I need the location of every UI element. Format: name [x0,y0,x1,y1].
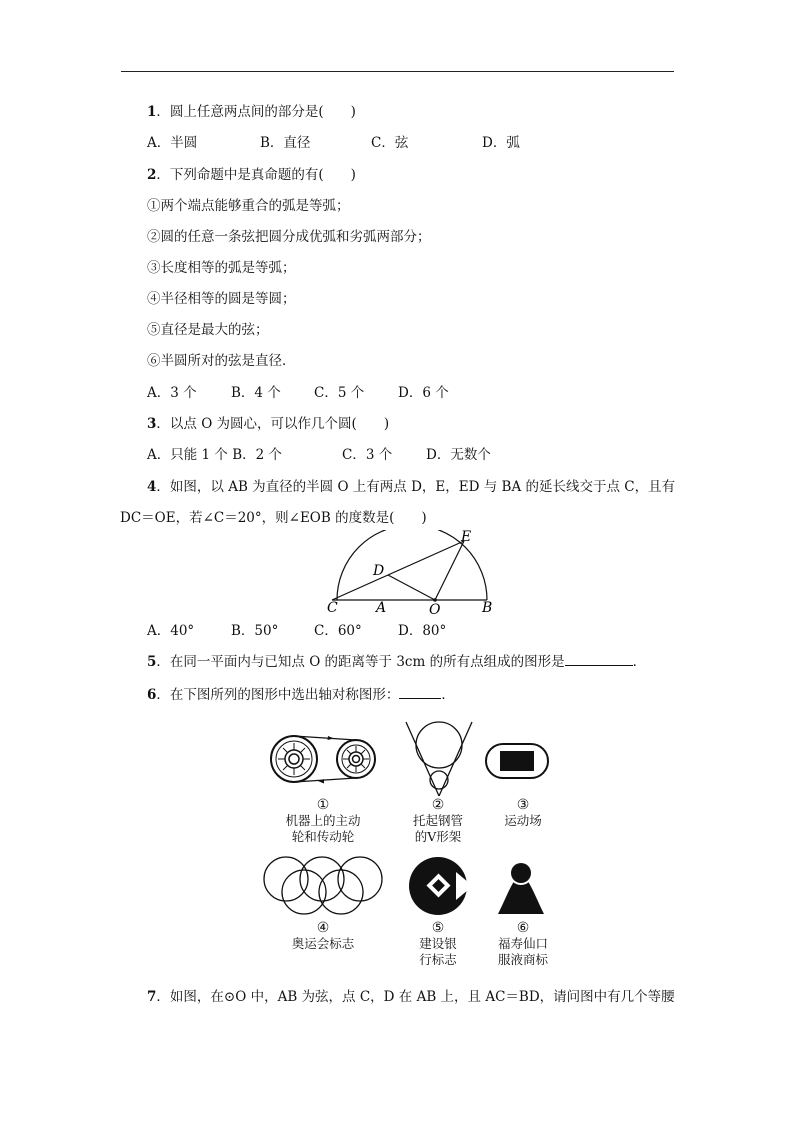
q2-statement-1: ①两个端点能够重合的弧是等弧； [147,198,350,214]
label-b: B [482,600,493,616]
q4-option-b: B．50° [231,623,279,639]
q2-statement-5: ⑤直径是最大的弦； [147,322,269,338]
q7-stem: 7．如图，在⊙O 中，AB 为弦，点 C，D 在 AB 上，且 AC＝BD，请问图中有几个等腰 [147,989,675,1005]
q4-option-d: D．80° [398,623,447,639]
q2-option-c: C．5 个 [314,385,365,401]
q2-option-a: A．3 个 [147,385,197,401]
label-o: O [429,602,441,618]
figure-3-stadium [484,742,550,780]
figure-3-caption: ③ 运动场 [504,797,542,828]
q4-option-a: A．40° [147,623,195,639]
figure-4-caption: ④ 奥运会标志 [291,920,355,951]
q2-statement-2: ②圆的任意一条弦把圆分成优弧和劣弧两部分； [147,229,431,245]
figure-5-bank-logo [408,856,468,916]
q6-stem: 6．在下图所列的图形中选出轴对称图形： ． [147,687,455,703]
figure-1-caption: ① 机器上的主动 轮和传动轮 [285,797,361,844]
q5-stem: 5．在同一平面内与已知点 O 的距离等于 3cm 的所有点组成的图形是 ． [147,654,647,670]
header-rule [121,71,674,72]
line-od [388,575,435,600]
line-ce [332,541,464,600]
figure-2-v-support [402,720,476,800]
figure-2-caption: ② 托起钢管 的V形架 [412,797,463,844]
q2-option-d: D．6 个 [398,385,449,401]
label-c: C [327,600,338,616]
q3-option-c: C．3 个 [342,447,393,463]
q3-option-ab: A．只能 1 个 B．2 个 [147,447,283,463]
q1-stem: 1．圆上任意两点间的部分是( ) [147,104,356,120]
q3-stem: 3．以点 O 为圆心，可以作几个圆( ) [147,416,390,432]
q2-statement-3: ③长度相等的弧是等弧； [147,260,296,276]
q2-statement-4: ④半径相等的圆是等圆； [147,291,296,307]
q2-option-b: B．4 个 [231,385,281,401]
label-a: A [376,600,387,616]
q1-option-c: C．弦 [371,135,409,151]
figure-6-caption: ⑥ 福寿仙口 服液商标 [497,920,548,967]
q4-stem-line2: DC＝OE，若∠C＝20°，则∠EOB 的度数是( ) [120,510,427,526]
figure-4-olympic-rings [259,856,389,916]
q1-option-a: A．半圆 [147,135,198,151]
q2-stem: 2．下列命题中是真命题的有( ) [147,167,356,183]
q4-option-c: C．60° [314,623,362,639]
label-e: E [461,530,472,545]
line-oe [435,541,464,600]
figure-1-pulleys [268,726,378,790]
figure-6-logo [495,856,547,916]
q1-option-d: D．弧 [482,135,520,151]
label-d: D [373,563,385,579]
q2-statement-6: ⑥半圆所对的弦是直径． [147,353,296,369]
figure-5-caption: ⑤ 建设银 行标志 [419,920,457,967]
q3-option-d: D．无数个 [426,447,491,463]
q4-semicircle-figure [320,530,505,618]
q6-answer-blank[interactable] [399,686,441,699]
q1-option-b: B．直径 [260,135,311,151]
q5-answer-blank[interactable] [565,653,633,666]
q4-stem-line1: 4．如图，以 AB 为直径的半圆 O 上有两点 D，E，ED 与 BA 的延长线交于点 C，且有 [147,479,676,495]
